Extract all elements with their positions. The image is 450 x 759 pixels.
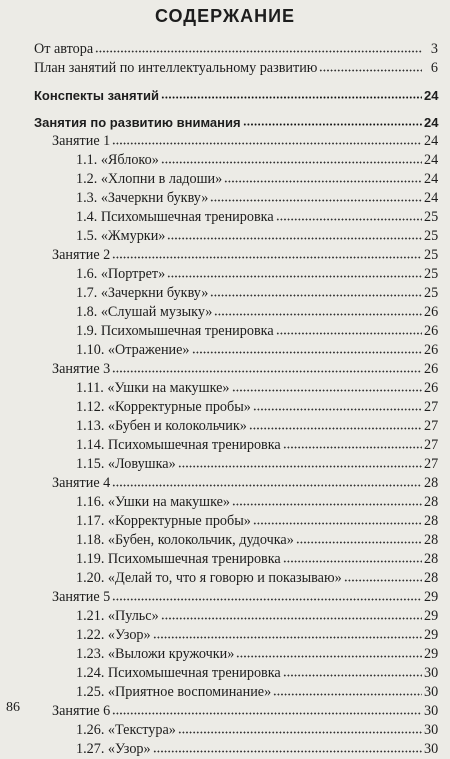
- toc-entry-label: План занятий по интеллектуальному развитию: [34, 60, 318, 76]
- toc-entry: [34, 436, 438, 455]
- toc-entry-label: Занятие 4: [52, 475, 111, 491]
- toc-entry: [34, 455, 438, 474]
- toc-entry-label: Занятия по развитию внимания: [34, 115, 241, 130]
- toc-entry-page: 24: [424, 133, 439, 149]
- toc-entry-label: 1.1. «Яблоко»: [76, 152, 159, 168]
- toc-entry: [34, 322, 438, 341]
- toc-leader-dots: [210, 293, 422, 298]
- toc-entry: [34, 151, 438, 170]
- toc-entry: [34, 170, 438, 189]
- toc-entry-label: 1.6. «Портрет»: [76, 266, 166, 282]
- toc-entry: [34, 645, 438, 664]
- toc-entry: [34, 721, 438, 740]
- toc-entry: [34, 740, 438, 759]
- toc-entry-page: 30: [424, 722, 439, 738]
- toc-entry-label: 1.23. «Выложи кружочки»: [76, 646, 235, 662]
- toc-entry: [34, 531, 438, 550]
- toc-entry-page: 30: [424, 684, 439, 700]
- toc-leader-dots: [112, 711, 422, 716]
- toc-entry: [34, 113, 438, 132]
- toc-leader-dots: [112, 369, 422, 374]
- toc-entry: [34, 284, 438, 303]
- toc-entry-label: 1.19. Психомышечная тренировка: [76, 551, 281, 567]
- toc-entry-label: 1.7. «Зачеркни букву»: [76, 285, 209, 301]
- toc-entry: [34, 227, 438, 246]
- toc-entry: [34, 588, 438, 607]
- toc-entry-label: 1.2. «Хлопни в ладоши»: [76, 171, 223, 187]
- toc-entry-page: 29: [424, 608, 439, 624]
- toc-entry-page: 24: [424, 115, 439, 130]
- toc-entry-page: 27: [424, 456, 439, 472]
- toc-entry-page: 25: [424, 228, 439, 244]
- toc-entry: [34, 360, 438, 379]
- page-number: 86: [6, 700, 20, 715]
- toc-entry: [34, 379, 438, 398]
- toc-entry-label: 1.16. «Ушки на макушке»: [76, 494, 231, 510]
- toc-entry: [34, 512, 438, 531]
- toc-entry-page: 24: [424, 190, 439, 206]
- toc-leader-dots: [249, 426, 422, 431]
- toc-entry: [34, 265, 438, 284]
- toc-entry-page: 25: [424, 285, 439, 301]
- toc-leader-dots: [192, 350, 422, 355]
- toc-leader-dots: [273, 692, 422, 697]
- toc-entry-label: 1.10. «Отражение»: [76, 342, 190, 358]
- toc-leader-dots: [112, 141, 422, 146]
- toc-entry-label: От автора: [34, 41, 94, 57]
- toc-leader-dots: [112, 255, 422, 260]
- toc-entry-label: 1.14. Психомышечная тренировка: [76, 437, 281, 453]
- toc-entry-label: 1.26. «Текстура»: [76, 722, 176, 738]
- toc-entry-label: 1.25. «Приятное воспоминание»: [76, 684, 272, 700]
- toc-entry: [34, 550, 438, 569]
- toc-leader-dots: [243, 122, 422, 127]
- toc-entry: [34, 569, 438, 588]
- toc-entry-label: 1.27. «Узор»: [76, 741, 151, 757]
- toc-leader-dots: [232, 388, 423, 393]
- toc-entry-page: 27: [424, 399, 439, 415]
- toc-entry: [34, 626, 438, 645]
- toc-entry: [34, 607, 438, 626]
- toc-leader-dots: [283, 673, 422, 678]
- toc-entry-label: Конспекты занятий: [34, 88, 159, 103]
- toc-entry-label: 1.20. «Делай то, что я говорю и показываю»: [76, 570, 342, 586]
- toc-entry-label: Занятие 3: [52, 361, 111, 377]
- toc-entry: [34, 59, 438, 78]
- toc-entry-page: 30: [424, 741, 439, 757]
- toc-entry-label: 1.11. «Ушки на макушке»: [76, 380, 230, 396]
- toc-entry-label: 1.9. Психомышечная тренировка: [76, 323, 274, 339]
- toc-entry: [34, 303, 438, 322]
- toc-entry-label: 1.17. «Корректурные пробы»: [76, 513, 251, 529]
- toc-entry-page: 28: [424, 570, 439, 586]
- toc-leader-dots: [167, 274, 422, 279]
- toc-entry-label: Занятие 5: [52, 589, 111, 605]
- toc-leader-dots: [296, 540, 422, 545]
- toc-entry-page: 27: [424, 437, 439, 453]
- toc-entry-page: 24: [424, 88, 439, 103]
- toc-entry-page: 29: [424, 627, 439, 643]
- toc-entry-label: 1.22. «Узор»: [76, 627, 151, 643]
- toc-entry-label: 1.3. «Зачеркни букву»: [76, 190, 209, 206]
- toc-leader-dots: [232, 502, 422, 507]
- toc-entry-page: 30: [424, 703, 439, 719]
- toc-leader-dots: [253, 407, 422, 412]
- toc-entry: [34, 132, 438, 151]
- toc-entry-page: 28: [424, 475, 439, 491]
- toc-entry: [34, 208, 438, 227]
- toc-entry-page: 29: [424, 646, 439, 662]
- toc-leader-dots: [319, 68, 422, 73]
- toc-leader-dots: [112, 597, 422, 602]
- toc-leader-dots: [153, 749, 422, 754]
- toc-leader-dots: [167, 236, 422, 241]
- toc-entry-page: 28: [424, 532, 439, 548]
- toc-entry-page: 25: [424, 247, 439, 263]
- toc-entry-page: 26: [424, 361, 439, 377]
- toc-leader-dots: [161, 95, 422, 100]
- toc-leader-dots: [95, 49, 422, 54]
- toc-leader-dots: [210, 198, 422, 203]
- toc-entry-page: 28: [424, 494, 439, 510]
- toc-entry-label: 1.13. «Бубен и колокольчик»: [76, 418, 247, 434]
- toc-entry-page: 28: [424, 551, 439, 567]
- toc-entry-page: 24: [424, 171, 439, 187]
- toc-entry-label: 1.18. «Бубен, колокольчик, дудочка»: [76, 532, 294, 548]
- toc-leader-dots: [161, 160, 422, 165]
- toc-entry: [34, 683, 438, 702]
- toc-leader-dots: [276, 217, 422, 222]
- toc-entry-label: 1.24. Психомышечная тренировка: [76, 665, 281, 681]
- toc-entry-label: 1.21. «Пульс»: [76, 608, 159, 624]
- toc-entry: [34, 341, 438, 360]
- toc-entry-page: 6: [430, 60, 438, 76]
- toc-leader-dots: [178, 730, 422, 735]
- toc-entry: [34, 474, 438, 493]
- toc-entry-label: 1.5. «Жмурки»: [76, 228, 166, 244]
- toc-leader-dots: [276, 331, 422, 336]
- page-title: СОДЕРЖАНИЕ: [154, 6, 296, 26]
- toc-leader-dots: [224, 179, 422, 184]
- toc-entry-page: 30: [424, 665, 439, 681]
- toc-entry-label: Занятие 6: [52, 703, 111, 719]
- toc-entry-page: 26: [424, 342, 439, 358]
- toc-leader-dots: [214, 312, 422, 317]
- toc-entry-page: 28: [424, 513, 439, 529]
- toc-entry: [34, 664, 438, 683]
- toc-entry-label: 1.8. «Слушай музыку»: [76, 304, 213, 320]
- toc-leader-dots: [283, 559, 422, 564]
- toc-entry-page: 29: [424, 589, 439, 605]
- toc-entry: [34, 40, 438, 59]
- toc-leader-dots: [236, 654, 422, 659]
- toc-leader-dots: [178, 464, 422, 469]
- toc-leader-dots: [344, 578, 422, 583]
- toc-leader-dots: [153, 635, 422, 640]
- toc-entry: [34, 189, 438, 208]
- toc-entry: [34, 702, 438, 721]
- toc-entry: [34, 417, 438, 436]
- toc-entry: [34, 398, 438, 417]
- toc-entry-label: 1.12. «Корректурные пробы»: [76, 399, 251, 415]
- toc-entry-page: 26: [424, 304, 439, 320]
- toc-entry-page: 3: [430, 41, 438, 57]
- toc-entry-label: Занятие 1: [52, 133, 111, 149]
- toc-entry: [34, 86, 438, 105]
- table-of-contents: [34, 40, 438, 759]
- toc-entry-label: Занятие 2: [52, 247, 111, 263]
- toc-entry-page: 25: [424, 209, 439, 225]
- toc-entry-page: 26: [424, 380, 439, 396]
- toc-leader-dots: [283, 445, 422, 450]
- toc-leader-dots: [112, 483, 422, 488]
- toc-entry-page: 27: [424, 418, 439, 434]
- toc-entry: [34, 493, 438, 512]
- toc-entry-page: 26: [424, 323, 439, 339]
- toc-leader-dots: [253, 521, 422, 526]
- toc-entry-label: 1.4. Психомышечная тренировка: [76, 209, 274, 225]
- toc-leader-dots: [161, 616, 422, 621]
- toc-entry-label: 1.15. «Ловушка»: [76, 456, 176, 472]
- toc-entry-page: 24: [424, 152, 439, 168]
- toc-entry-page: 25: [424, 266, 439, 282]
- toc-entry: [34, 246, 438, 265]
